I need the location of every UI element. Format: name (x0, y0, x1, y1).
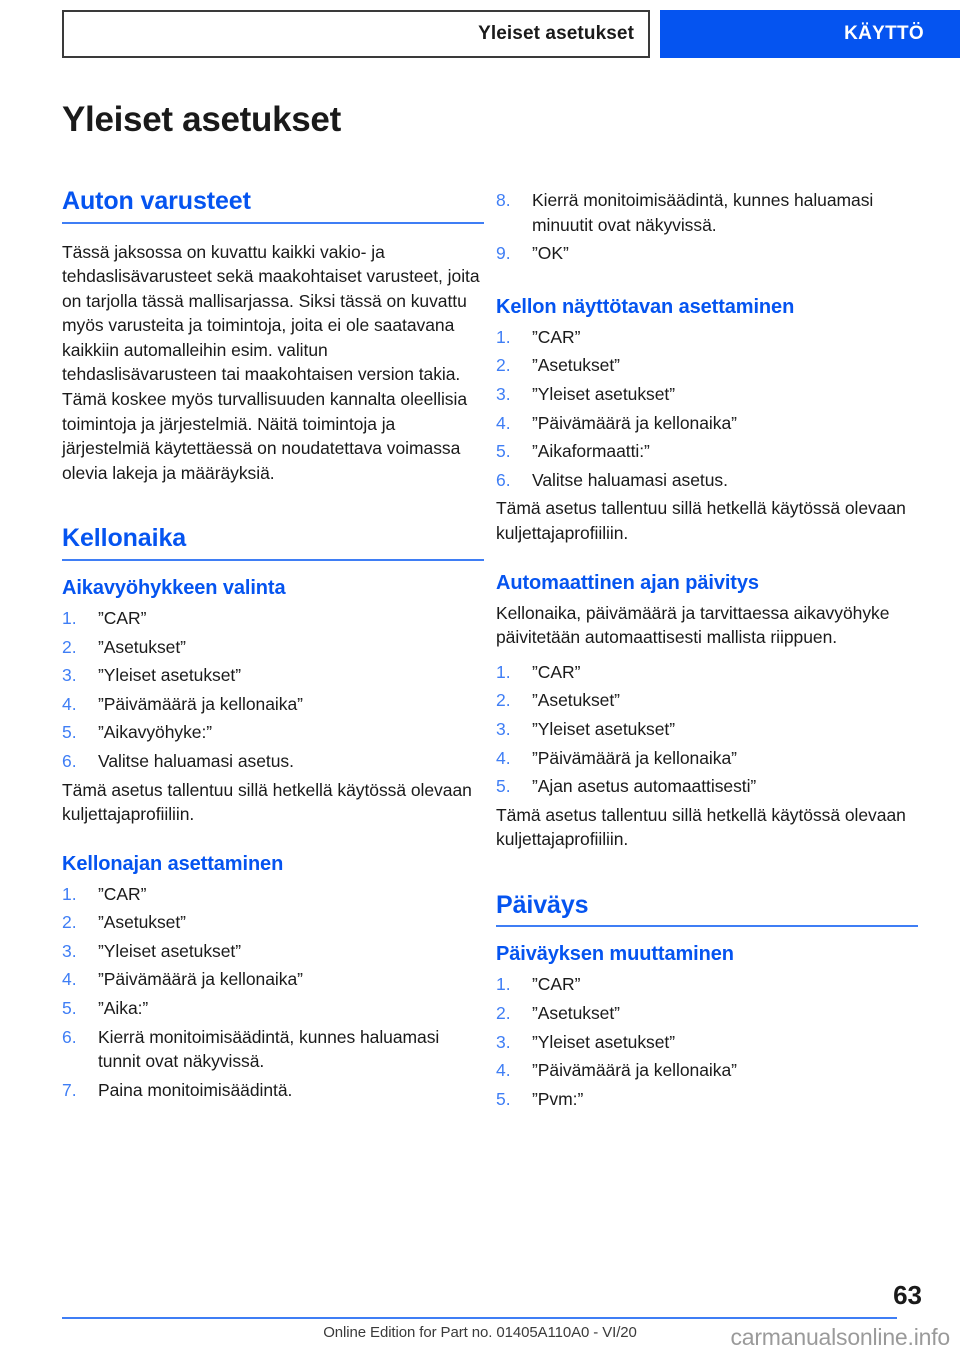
intro-paragraph: Tässä jaksossa on kuvattu kaikki vakio- ja tehdaslisävarusteet sekä maakohtaiset varusteet, joita on tarjolla tässä mallisarjassa. Siksi tässä on kuvattu myös varusteita ja toimintoja, joita ei ole saatavana kaikkiin automalleihin esim. valitun tehdaslisävarusteen tai maakohtaisen version takia. Tämä koskee myös turvallisuuden kannalta oleellisia toimintoja ja järjestelmiä. Näitä toimintoja ja järjestelmiä käytettäessä on noudatettava voimassa olevia lakeja ja määräyksiä. (62, 241, 480, 483)
edition-note: Online Edition for Part no. 01405A110A0 - VI/20 (323, 1324, 637, 1341)
intro-paragraph: Kellonaika, päivämäärä ja tarvittaessa aikavyöhyke päivitetään automaattisesti mallista riippuen. (496, 602, 890, 648)
watermark-text: carmanualsonline.info (730, 1324, 950, 1350)
running-header (0, 0, 960, 70)
list-item: ”Ajan asetus automaattisesti” (532, 776, 757, 797)
spacer (496, 546, 918, 572)
section-rule (62, 559, 484, 561)
list-item: ”CAR” (98, 883, 147, 904)
list-item: ”Päivämäärä ja kellonaika” (532, 747, 737, 768)
note-paragraph: Tämä asetus tallentuu sillä hetkellä käytössä olevaan kuljettajaprofiiliin. (496, 498, 906, 543)
list-item: ”Yleiset asetukset” (98, 665, 241, 686)
page-number: 63 (893, 1280, 922, 1310)
list-item: ”Asetukset” (532, 355, 620, 376)
footer-rule (62, 1317, 897, 1319)
list-item: ”OK” (532, 243, 569, 264)
steps-aikavyohykkeen-valinta (62, 606, 484, 774)
steps-paivayksen-muuttaminen (496, 972, 918, 1111)
spacer (496, 270, 918, 296)
list-item: ”Asetukset” (98, 636, 186, 657)
page-footer (0, 1270, 960, 1362)
spacer (496, 650, 918, 660)
steps-continued (496, 188, 918, 266)
list-item: ”Pvm:” (532, 1088, 584, 1109)
list-item: ”Asetukset” (532, 1002, 620, 1023)
list-item: ”CAR” (532, 326, 581, 347)
section-rule (496, 925, 918, 927)
list-item: Kierrä monitoimisäädintä, kunnes haluamasi minuutit ovat näkyvissä. (532, 190, 874, 235)
section-heading-auton-varusteet: Auton varusteet (62, 187, 251, 215)
list-item: ”Yleiset asetukset” (98, 940, 241, 961)
list-item: ”CAR” (532, 974, 581, 995)
chapter-tab (660, 10, 960, 58)
breadcrumb-box (62, 10, 650, 58)
steps-kellon-nayttotapa (496, 325, 918, 493)
list-item: Valitse haluamasi asetus. (532, 469, 728, 490)
list-item: ”Asetukset” (98, 912, 186, 933)
list-item: ”Asetukset” (532, 690, 620, 711)
list-item: ”Yleiset asetukset” (532, 383, 675, 404)
list-item: ”Päivämäärä ja kellonaika” (532, 412, 737, 433)
list-item: ”Aikaformaatti:” (532, 441, 650, 462)
list-item: ”Aikavyöhyke:” (98, 722, 213, 743)
subheading-kellonajan-asettaminen: Kellonajan asettaminen (62, 852, 284, 875)
list-item: ”Yleiset asetukset” (532, 1031, 675, 1052)
subheading-paivayksen-muuttaminen: Päiväyksen muuttaminen (496, 943, 734, 966)
spacer (496, 852, 918, 892)
list-item: Paina monitoimisäädintä. (98, 1079, 293, 1100)
list-item: ”CAR” (532, 661, 581, 682)
page-title: Yleiset asetukset (62, 100, 341, 139)
left-column (62, 188, 484, 1106)
list-item: ”Päivämäärä ja kellonaika” (98, 969, 303, 990)
steps-kellonajan-asettaminen (62, 882, 484, 1103)
spacer (62, 827, 484, 853)
list-item: ”Yleiset asetukset” (532, 718, 675, 739)
list-item: ”CAR” (98, 607, 147, 628)
section-heading-kellonaika: Kellonaika (62, 524, 187, 553)
list-item: Valitse haluamasi asetus. (98, 750, 294, 771)
subheading-aikavyohykkeen-valinta: Aikavyöhykkeen valinta (62, 576, 286, 599)
steps-automaattinen-ajan-paivitys (496, 660, 918, 799)
breadcrumb-label: Yleiset asetukset (478, 23, 634, 44)
note-paragraph: Tämä asetus tallentuu sillä hetkellä käytössä olevaan kuljettajaprofiiliin. (496, 804, 906, 850)
list-item: Kierrä monitoimisäädintä, kunnes haluamasi tunnit ovat näkyvissä. (98, 1026, 440, 1072)
section-rule (62, 222, 484, 224)
chapter-tab-label: KÄYTTÖ (844, 23, 924, 44)
spacer (62, 485, 484, 525)
section-heading-paivays: Päiväys (496, 890, 589, 919)
list-item: ”Päivämäärä ja kellonaika” (98, 693, 303, 714)
right-column (496, 188, 918, 1115)
subheading-automaattinen-ajan-paivitys: Automaattinen ajan päivitys (496, 571, 759, 594)
list-item: ”Päivämäärä ja kellonaika” (532, 1060, 737, 1081)
subheading-kellon-nayttotavan-asettaminen: Kellon näyttötavan asettaminen (496, 295, 795, 318)
note-paragraph: Tämä asetus tallentuu sillä hetkellä käytössä olevaan kuljettajaprofiiliin. (62, 779, 472, 825)
list-item: ”Aika:” (98, 998, 149, 1019)
